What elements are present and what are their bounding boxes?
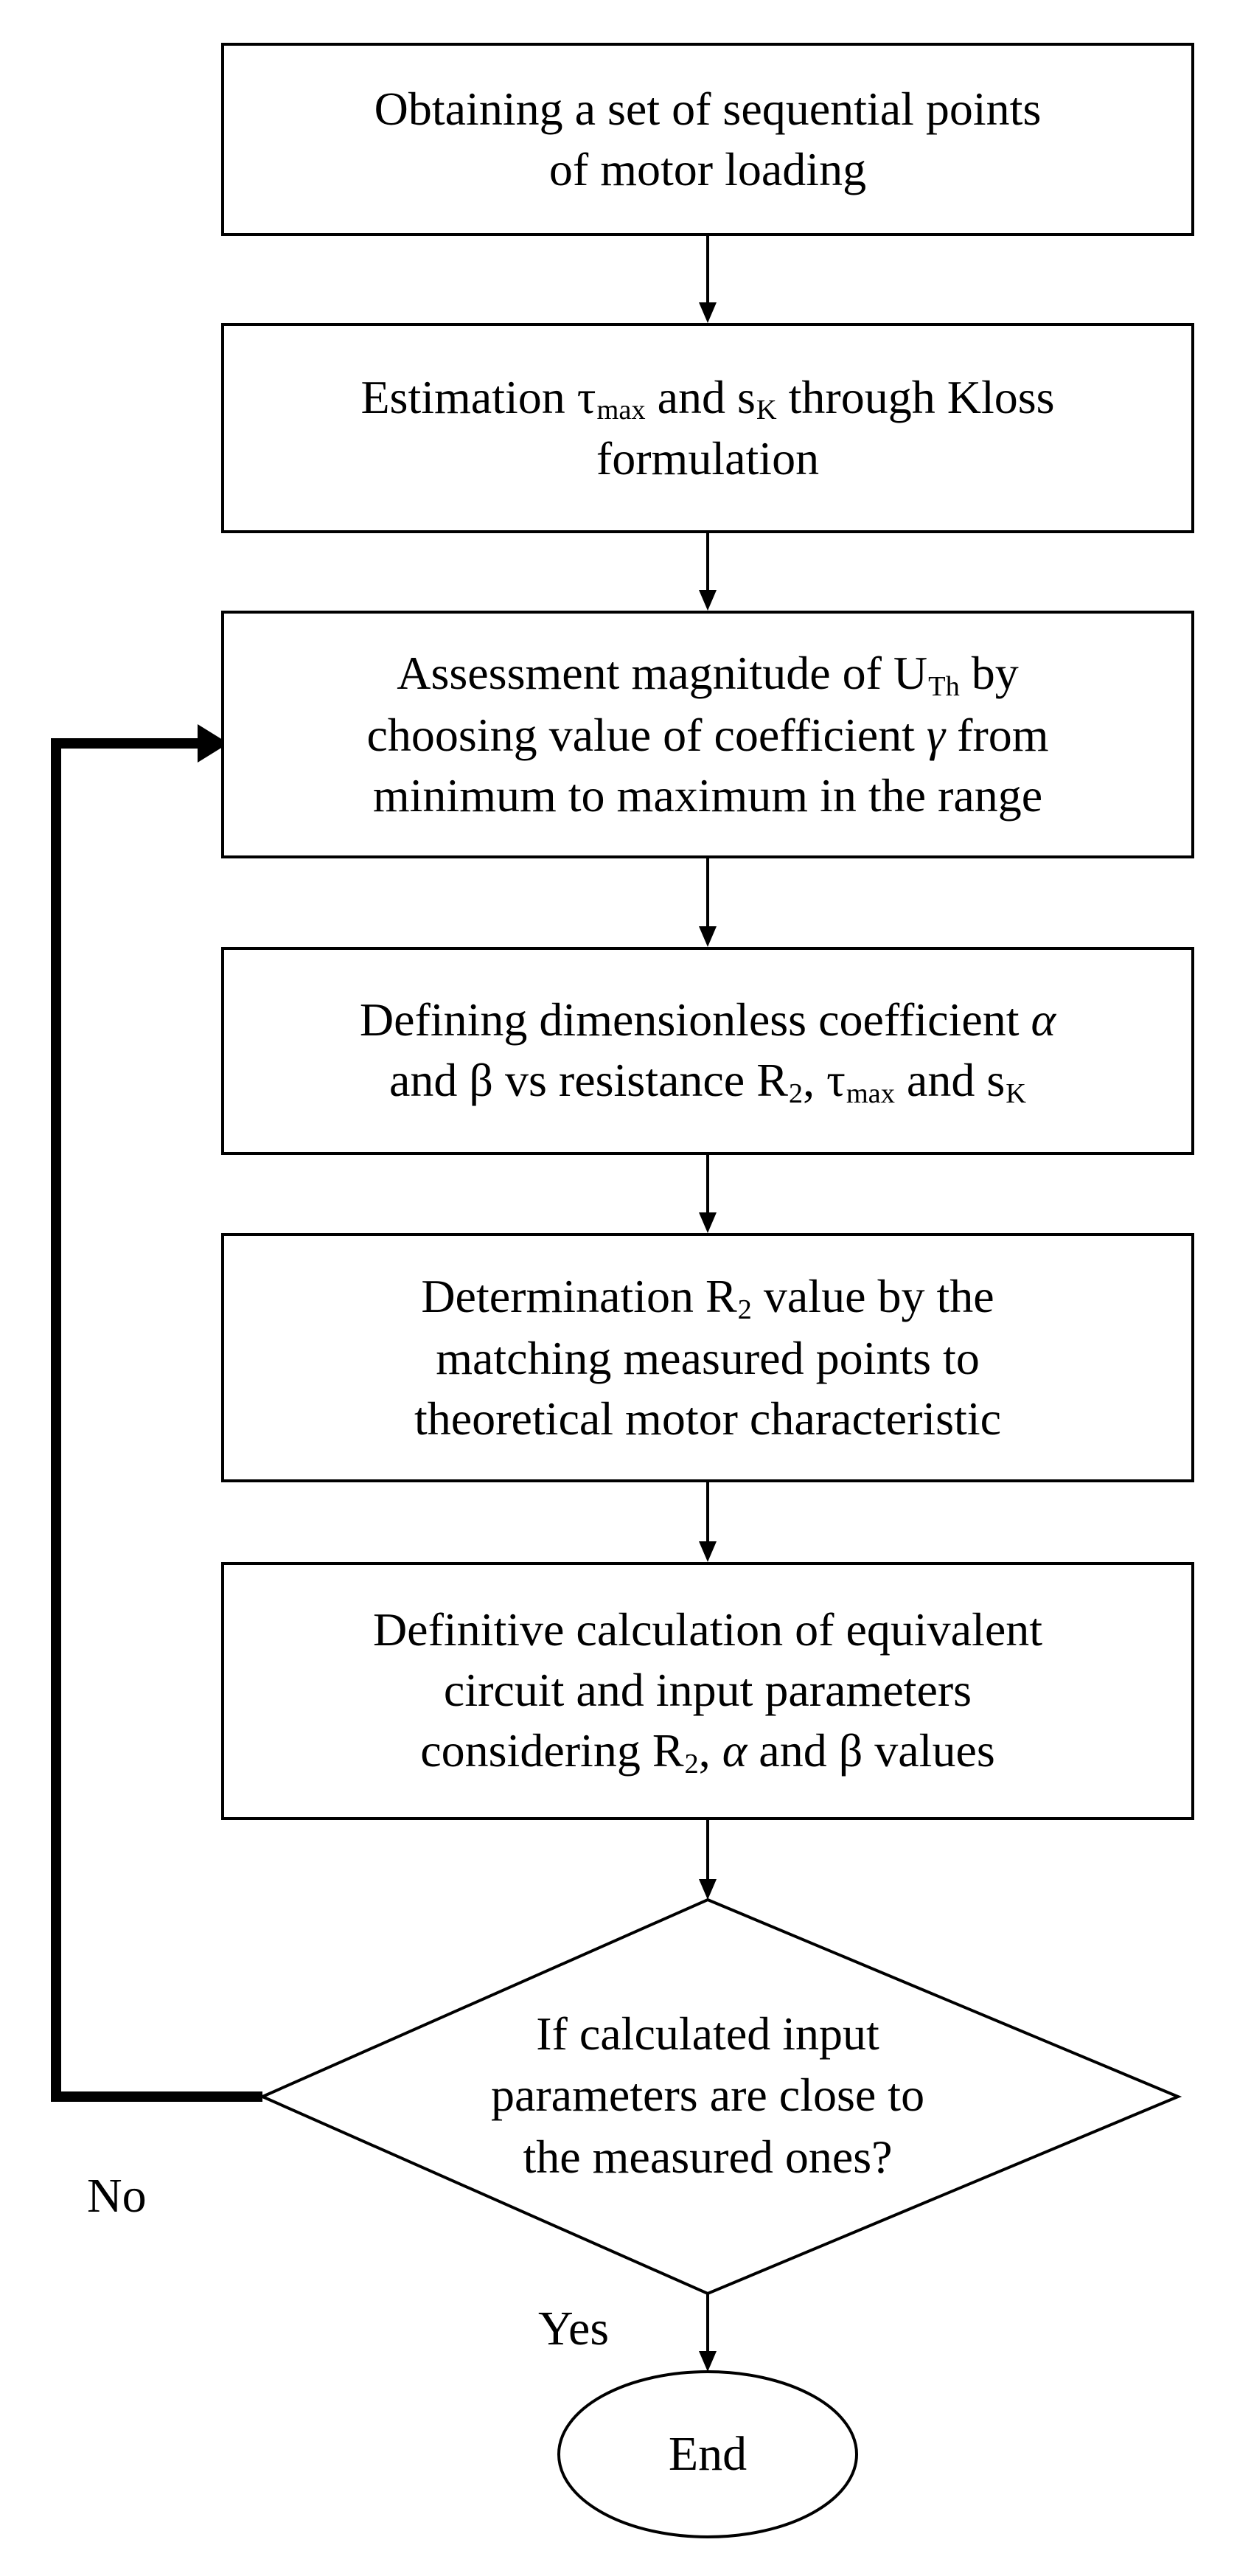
arrowhead xyxy=(699,1212,717,1233)
text-segment: and β values xyxy=(747,1724,995,1777)
text-segment: from xyxy=(945,708,1049,761)
step-line xyxy=(414,1328,1001,1389)
subscript: K xyxy=(1006,1077,1026,1109)
text-segment: Determination R xyxy=(421,1270,737,1323)
subscript: 2 xyxy=(684,1748,699,1780)
text-segment: and s xyxy=(645,370,756,423)
subscript: max xyxy=(846,1077,895,1109)
text-segment: Estimation τ xyxy=(360,370,596,423)
subscript: K xyxy=(756,395,777,426)
step-line xyxy=(414,1266,1001,1328)
text-segment: Assessment magnitude of U xyxy=(397,647,928,700)
text-segment: , τ xyxy=(803,1054,846,1107)
arrowhead xyxy=(699,1541,717,1562)
subscript: max xyxy=(596,395,646,426)
decision-text xyxy=(413,1973,1003,2217)
text-segment: theoretical motor characteristic xyxy=(414,1392,1002,1445)
italic-symbol: α xyxy=(722,1724,748,1777)
italic-symbol: α xyxy=(1031,993,1056,1046)
text-segment: value by the xyxy=(751,1270,994,1323)
step-line xyxy=(360,428,1054,489)
step-line xyxy=(373,1660,1042,1721)
text-segment: Definitive calculation of equivalent xyxy=(372,1603,1043,1656)
step-text xyxy=(360,367,1054,490)
step-kloss-estimation xyxy=(221,323,1194,533)
subscript: Th xyxy=(928,670,960,702)
text-segment: Obtaining a set of sequential points xyxy=(374,83,1042,136)
decision-line: parameters are close to xyxy=(490,2069,925,2122)
arrowhead xyxy=(699,302,717,323)
text-segment: minimum to maximum in the range xyxy=(372,768,1043,822)
step-line xyxy=(360,990,1056,1050)
decision-line: If calculated input xyxy=(536,2007,879,2061)
text-segment: choosing value of coefficient xyxy=(366,708,927,761)
arrowhead xyxy=(699,1879,717,1900)
step-text xyxy=(360,990,1056,1112)
arrowhead xyxy=(699,2351,717,2372)
text-segment: Defining dimensionless coefficient xyxy=(359,993,1031,1046)
step-line xyxy=(374,139,1042,200)
arrowhead xyxy=(699,926,717,947)
text-segment: through Kloss xyxy=(776,370,1055,423)
italic-symbol: γ xyxy=(926,708,946,761)
step-line xyxy=(374,79,1042,139)
step-line xyxy=(366,765,1048,826)
text-segment: by xyxy=(959,647,1019,700)
step-line xyxy=(373,1721,1042,1782)
step-text xyxy=(366,643,1048,825)
text-segment: matching measured points to xyxy=(436,1331,980,1384)
arrowhead xyxy=(699,590,717,611)
step-line xyxy=(360,1050,1056,1112)
step-line xyxy=(366,643,1048,705)
step-obtain-points xyxy=(221,43,1194,236)
step-determine-r2 xyxy=(221,1233,1194,1482)
subscript: 2 xyxy=(737,1294,752,1325)
step-line xyxy=(360,367,1054,429)
text-segment: circuit and input parameters xyxy=(443,1664,972,1717)
text-segment: formulation xyxy=(596,432,820,485)
decision-line: the measured ones? xyxy=(523,2130,893,2183)
step-text xyxy=(374,79,1042,200)
no-label: No xyxy=(87,2169,147,2223)
subscript: 2 xyxy=(788,1077,804,1109)
text-segment: considering R xyxy=(420,1724,684,1777)
text-segment: and β vs resistance R xyxy=(389,1054,788,1107)
text-segment: , xyxy=(698,1724,722,1777)
text-segment: and s xyxy=(894,1054,1006,1107)
yes-label: Yes xyxy=(538,2302,610,2355)
step-definitive-calculation xyxy=(221,1562,1194,1820)
step-line xyxy=(414,1389,1001,1449)
step-text xyxy=(414,1266,1001,1448)
step-line xyxy=(366,705,1048,765)
step-line xyxy=(373,1600,1042,1660)
end-label: End xyxy=(668,2427,748,2481)
step-text xyxy=(373,1600,1042,1782)
step-assess-uth xyxy=(221,611,1194,858)
text-segment: of motor loading xyxy=(548,143,867,195)
step-define-alpha-beta xyxy=(221,947,1194,1155)
